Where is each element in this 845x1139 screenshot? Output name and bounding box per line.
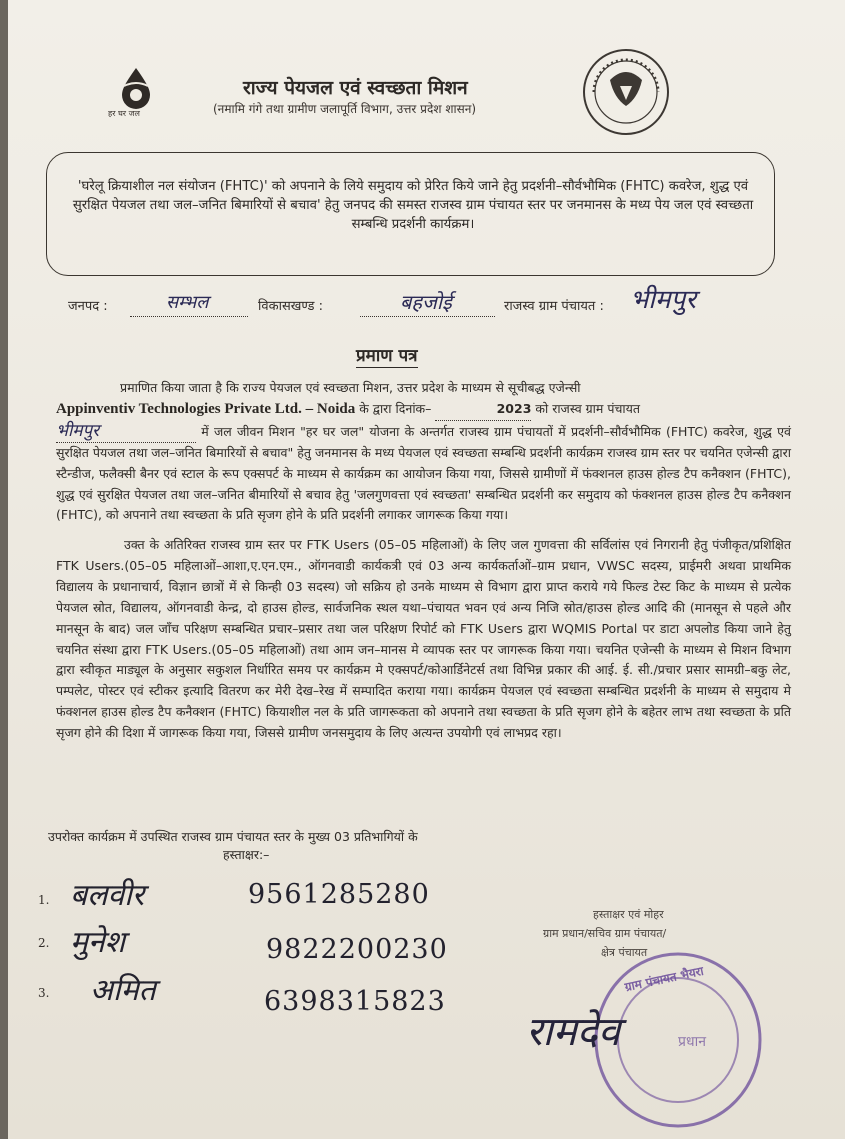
participants-lead-line-1: उपरोक्त कार्यक्रम में उपस्थित राजस्व ग्राम पंचायत स्तर के मुख्य 03 प्रतिभागियों के [48, 829, 418, 844]
participant-signature: अमित [90, 973, 156, 1008]
logo-caption: हर घर जल [108, 109, 140, 118]
paragraph-1-line-2 [56, 399, 791, 421]
up-government-seal [580, 46, 672, 138]
paragraph-1-body [56, 421, 791, 527]
district-value: सम्भल [166, 292, 209, 313]
certificate-page [8, 0, 845, 1139]
panchayat-label: राजस्व ग्राम पंचायत : [504, 299, 604, 314]
panchayat-value: भीमपुर [630, 285, 696, 315]
official-stamp [528, 940, 768, 1130]
stamp-text: ग्राम पंचायत भैयरा [623, 963, 705, 995]
participant-signature: बलवीर [70, 878, 145, 913]
agency-name: Appinventiv Technologies Private Ltd. – Noida [56, 400, 356, 417]
block-value: बहजोई [400, 290, 452, 314]
signatory-line-2: ग्राम प्रधान/सचिव ग्राम पंचायत/ [543, 927, 667, 940]
paragraph-1-line-1: प्रमाणित किया जाता है कि राज्य पेयजल एवं स्वच्छता मिशन, उत्तर प्रदेश के माध्यम से सूचीबद्ध एजेन्सी [120, 380, 581, 395]
mission-title: राज्य पेयजल एवं स्वच्छता मिशन [243, 77, 468, 99]
participant-phone: 9561285280 [248, 879, 430, 910]
panchayat-suffix: को राजस्व ग्राम पंचायत [535, 400, 640, 416]
stamp-center-text: प्रधान [678, 1034, 706, 1050]
program-year: 2023 [435, 399, 531, 421]
block-label: विकासखण्ड : [258, 299, 324, 314]
participant-phone: 6398315823 [264, 986, 446, 1017]
participant-number: 2. [38, 936, 50, 950]
signatory-signature: रामदेव [526, 1009, 621, 1055]
certificate-title: प्रमाण पत्र [356, 343, 418, 368]
paragraph-1 [56, 378, 791, 526]
district-underline [130, 316, 248, 317]
participants-lead [48, 828, 518, 864]
signatory-line-3: क्षेत्र पंचायत [601, 946, 648, 959]
har-ghar-jal-logo [108, 62, 178, 132]
signatory-line-1: हस्ताक्षर एवं मोहर [593, 908, 664, 921]
paragraph-2: उक्त के अतिरिक्त राजस्व ग्राम स्तर पर FTK Users (05–05 महिलाओं) के लिए जल गुणवत्ता की सर्विलांस एवं निगरानी हेतु पंजीकृत/प्रशिक्षित FTK Users.(05–05 महिलाओं–आशा,ए.एन.एम., ऑगनवाडी कार्यकत्री एवं 03 अन्य कार्यकर्ताओं–ग्राम प्रधान, VWSC सदस्य, प्राईमरी अथवा प्राथमिक विद्यालय के प्रधानाचार्य, विज्ञान छात्रों में से किन्ही 03 सदस्य) जो सक्रिय हो उनके माध्यम से विभाग द्वारा प्राप्त कराये गये फिल्ड टेस्ट किट के माध्यम से प्रत्येक पेयजल स्रोत, विद्यालय, ऑगनवाडी केन्द्र, दो हाउस होल्ड, सार्वजनिक स्थल यथा–पंचायत भवन एवं अन्य निजि स्रोत/हाउस होल्ड आदि की (मानसून से पहले और मानसून के बाद) जल जाँच परिक्षण सम्बन्धित प्रचार–प्रसार तथा जल परिक्षण रिपोर्ट को FTK Users द्वारा WQMIS Portal पर डाटा अपलोड किया जाने हेतु चयनित संस्था द्वारा FTK Users.(05–05 महिलाओं) तथा आम जन–मानस मे व्यापक स्तर पर जागरूक किया गया। चयनित एजेन्सी के माध्यम से मिशन विभाग द्वारा स्वीकृत माड्यूल के अनुसार सकुशल निर्धारित समय पर कार्यक्रम मे एक्सपर्ट/कोआर्डिनेटर्स तथा विभिन्न प्रकार की आई. ई. सी./प्रचार प्रसार सामग्री–बकु लेट, पम्पलेट, पोस्टर एवं स्टीकर इत्यादि वितरण कर मेरी देख–रेख में सम्पादित कराया गया। कार्यक्रम पेयजल एवं स्वच्छता सम्बन्धित प्रदर्शनी के माध्यम से समुदाय मे फंक्शनल हाउस होल्ड टैप कनैक्शन (FHTC) कियाशील नल के प्रति जागरूकता को अपनाने तथा स्वच्छता के प्रति सृजग होने के बहेतर लाभ तथा स्वच्छता के प्रति सृजग होने की दिशा में जागरूक किया गया, जिससे ग्रामीण जनसमुदाय के लिए अत्यन्त उपयोगी एवं लाभप्रद रहा। [56, 537, 791, 741]
participant-signature: मुनेश [70, 925, 125, 960]
date-label: के द्वारा दिनांक– [359, 400, 432, 416]
village-handwritten: भीमपुर [56, 421, 196, 443]
participant-number: 3. [38, 986, 50, 1000]
participant-number: 1. [38, 893, 50, 907]
block-underline [360, 316, 495, 317]
mission-subtitle: (नमामि गंगे तथा ग्रामीण जलापूर्ति विभाग, उत्तर प्रदेश शासन) [213, 102, 477, 116]
paragraph-1-text: में जल जीवन मिशन "हर घर जल" योजना के अन्तर्गत राजस्व ग्राम पंचायतों में प्रदर्शनी–सौर्वभौमिक (FHTC) कवरेज, शुद्ध एवं सुरक्षित पेयजल तथा जल–जनित बिमारियों से बचाव" हेतु जनमानस के मध्य पेयजल एवं स्वच्छता सम्बन्धि प्रदर्शनी कार्यक्रम राजस्व ग्राम स्तर पर चयनित एजेन्सी द्वारा स्टैन्डीज, फलैक्सी बैनर एवं स्टाल के रूप एक्सपर्ट के माध्यम से कार्यक्रम का आयोजन किया गया, जिससे ग्रामीणों में फंक्शनल हाउस होल्ड टैप कनैक्शन (FHTC), शुद्ध एवं सुरक्षित पेयजल तथा जल–जनित बीमारियों से बचाव हेतु 'जलगुणवत्ता एवं स्वच्छता' सम्बन्धित प्रदर्शनी कर समुदाय को फंक्शनल हाउस होल्ड टैप कनैक्शन (FHTC), को अपनाने तथा स्वच्छता के प्रति सृजग होने के प्रति प्रदर्शनी लगाकर जागरूक किया गया। [56, 423, 791, 523]
participants-lead-line-2: हस्ताक्षर:– [223, 847, 270, 862]
district-label: जनपद : [68, 299, 108, 314]
subject-text: 'घरेलू क्रियाशील नल संयोजन (FHTC)' को अपनाने के लिये समुदाय को प्रेरित किये जाने हेतु प्रदर्शनी–सौर्वभौमिक (FHTC) कवरेज, शुद्ध एवं सुरक्षित पेयजल तथा जल–जनित बिमारियों से बचाव' हेतु जनपद की समस्त राजस्व ग्राम पंचायत स्तर पर जनमानस के मध्य पेय जल एवं स्वच्छता सम्बन्धि प्रदर्शनी कार्यक्रम। [72, 179, 754, 232]
participant-phone: 9822200230 [266, 934, 448, 965]
